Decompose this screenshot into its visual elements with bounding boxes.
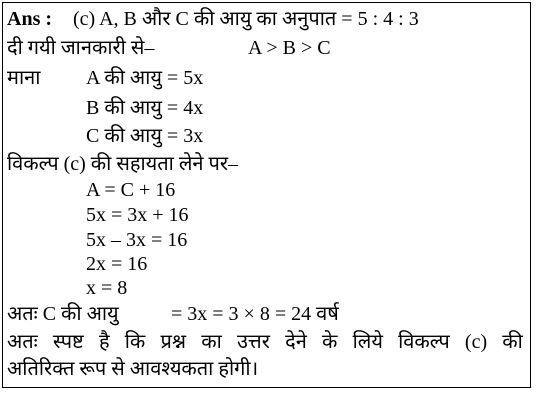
conclusion-word: देने (285, 331, 307, 353)
given-info-label: दी गयी जानकारी से– (7, 37, 155, 59)
equation-5: x = 8 (86, 277, 128, 299)
age-c-label: अतः C की आयु (7, 303, 119, 325)
conclusion-word: कि (124, 331, 146, 353)
conclusion-word: अतः (7, 331, 38, 353)
assume-age-a: A की आयु = 5x (86, 67, 204, 89)
conclusion-word: प्रश्न (160, 331, 187, 353)
option-help-line: विकल्प (c) की सहायता लेने पर– (7, 153, 239, 175)
equation-1: A = C + 16 (86, 179, 176, 201)
ratio-statement: (c) A, B और C की आयु का अनुपात = 5 : 4 : 3 (73, 8, 419, 30)
conclusion-word: (c) (464, 331, 488, 353)
age-c-value: = 3x = 3 × 8 = 24 वर्ष (171, 303, 339, 325)
answer-label: Ans : (7, 8, 53, 30)
conclusion-word: के (322, 331, 338, 353)
given-inequality: A > B > C (248, 37, 331, 59)
conclusion-word: की (502, 331, 523, 353)
conclusion-word: है (98, 331, 110, 353)
conclusion-line-2: अतिरिक्त रूप से आवश्यकता होगी। (7, 358, 259, 380)
assume-age-c: C की आयु = 3x (86, 125, 204, 147)
equation-4: 2x = 16 (86, 253, 148, 275)
equation-3: 5x – 3x = 16 (86, 229, 188, 251)
conclusion-word: स्पष्ट (52, 331, 84, 353)
conclusion-word: विकल्प (398, 331, 450, 353)
assume-age-b: B की आयु = 4x (86, 97, 204, 119)
conclusion-word: का (201, 331, 222, 353)
assume-label: माना (7, 67, 41, 89)
conclusion-word: उत्तर (236, 331, 270, 353)
conclusion-word: लिये (352, 331, 383, 353)
conclusion-line-1 (7, 330, 523, 354)
equation-2: 5x = 3x + 16 (86, 204, 189, 226)
